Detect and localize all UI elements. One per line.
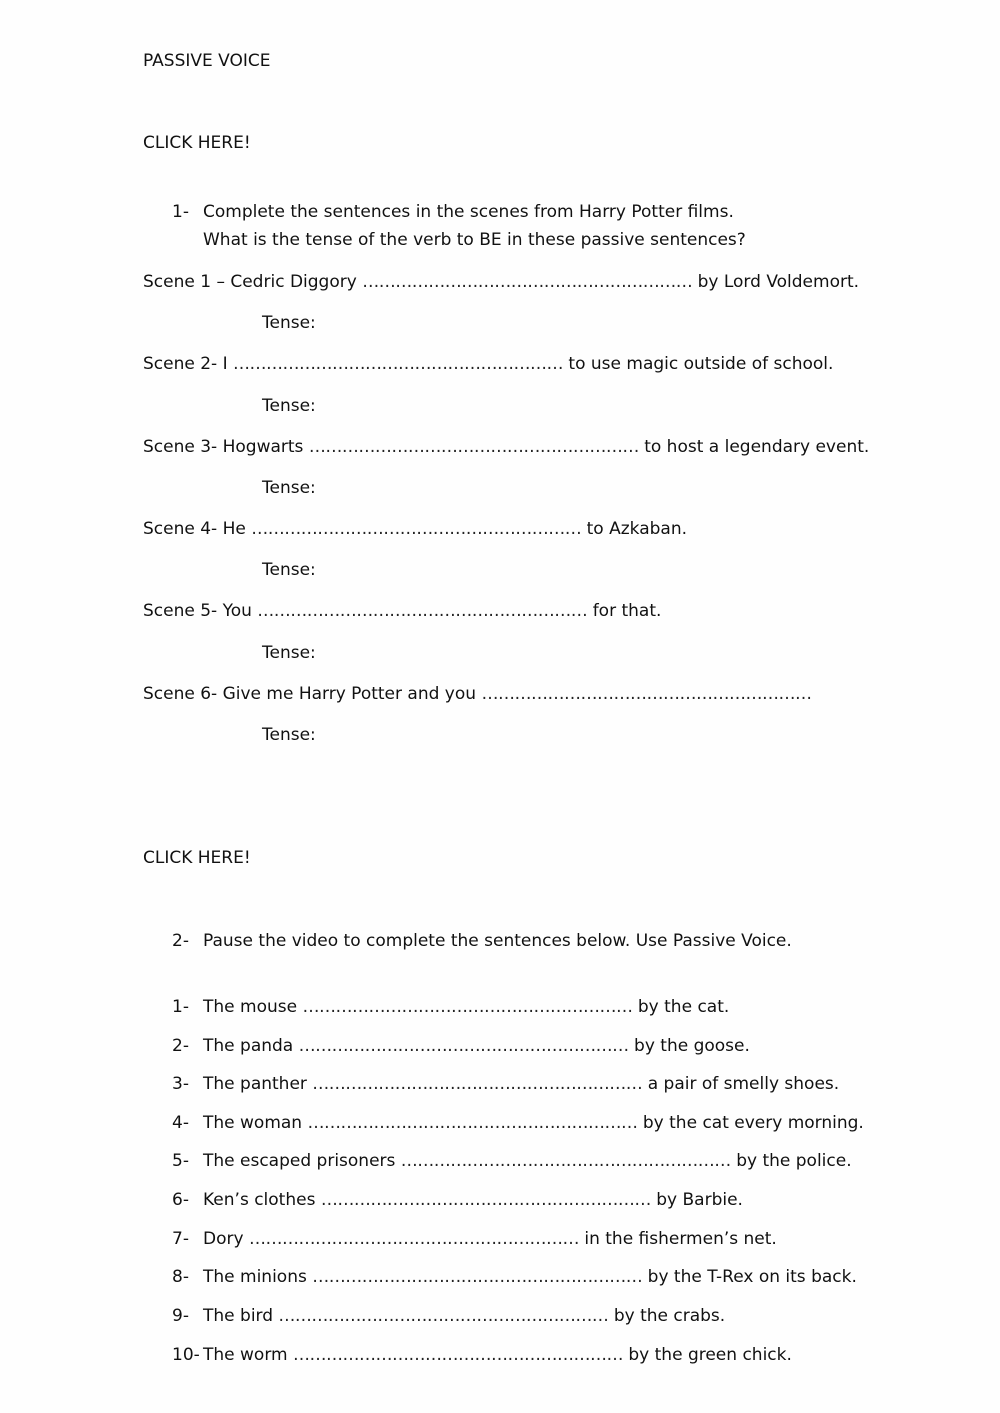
instruction-1-line2: What is the tense of the verb to BE in these passive sentences?	[203, 230, 746, 250]
exercise-item: 7- Dory …………………………………………………… in the fishermen’s net.	[172, 1229, 777, 1249]
tense-label: Tense:	[262, 313, 316, 333]
tense-label: Tense:	[262, 643, 316, 663]
exercise-item: 5- The escaped prisoners …………………………………………………… by the police.	[172, 1151, 852, 1171]
instruction-2-text: Pause the video to complete the sentences below. Use Passive Voice.	[203, 931, 792, 951]
tense-label: Tense:	[262, 396, 316, 416]
answer-blank[interactable]: ……………………………………………………	[400, 1151, 731, 1171]
answer-blank[interactable]: ……………………………………………………	[320, 1190, 651, 1210]
tense-label: Tense:	[262, 560, 316, 580]
answer-blank[interactable]: ……………………………………………………	[312, 1074, 643, 1094]
answer-blank[interactable]: ……………………………………………………	[257, 601, 588, 621]
instruction-1-number: 1-	[172, 202, 189, 222]
instruction-2-number: 2-	[172, 931, 189, 951]
answer-blank[interactable]: ……………………………………………………	[312, 1267, 643, 1287]
click-here-link-1[interactable]: CLICK HERE!	[143, 133, 251, 153]
scene-sentence: Scene 4- He …………………………………………………… to Azkaban.	[143, 519, 688, 539]
answer-blank[interactable]: ……………………………………………………	[307, 1113, 638, 1133]
instruction-2	[172, 930, 792, 952]
exercise-item: 6- Ken’s clothes …………………………………………………… by Barbie.	[172, 1190, 743, 1210]
exercise-item: 3- The panther …………………………………………………… a pair of smelly shoes.	[172, 1074, 840, 1094]
exercise-item: 10- The worm …………………………………………………… by the green chick.	[172, 1345, 792, 1365]
exercise-item: 8- The minions …………………………………………………… by the T-Rex on its back.	[172, 1267, 857, 1287]
answer-blank[interactable]: ……………………………………………………	[298, 1036, 629, 1056]
tense-label: Tense:	[262, 478, 316, 498]
instruction-1	[172, 201, 734, 223]
answer-blank[interactable]: ……………………………………………………	[251, 519, 582, 539]
page-title: PASSIVE VOICE	[143, 51, 271, 71]
exercise-item: 4- The woman …………………………………………………… by the cat every morning.	[172, 1113, 864, 1133]
answer-blank[interactable]: ……………………………………………………	[308, 437, 639, 457]
scene-sentence: Scene 1 – Cedric Diggory …………………………………………………… by Lord Voldemort.	[143, 272, 860, 292]
instruction-1-line1: Complete the sentences in the scenes from Harry Potter films.	[203, 202, 734, 222]
exercise-item: 1- The mouse …………………………………………………… by the cat.	[172, 997, 730, 1017]
scene-sentence: Scene 2- I …………………………………………………… to use magic outside of school.	[143, 354, 834, 374]
answer-blank[interactable]: ……………………………………………………	[362, 272, 693, 292]
answer-blank[interactable]: ……………………………………………………	[278, 1306, 609, 1326]
tense-label: Tense:	[262, 725, 316, 745]
click-here-link-2[interactable]: CLICK HERE!	[143, 848, 251, 868]
answer-blank[interactable]: ……………………………………………………	[302, 997, 633, 1017]
scene-sentence: Scene 5- You …………………………………………………… for that.	[143, 601, 662, 621]
scene-sentence: Scene 6- Give me Harry Potter and you ……………………………………………………	[143, 684, 812, 704]
answer-blank[interactable]: ……………………………………………………	[292, 1345, 623, 1365]
scene-sentence: Scene 3- Hogwarts …………………………………………………… to host a legendary event.	[143, 437, 870, 457]
answer-blank[interactable]: ……………………………………………………	[248, 1229, 579, 1249]
answer-blank[interactable]: ……………………………………………………	[233, 354, 564, 374]
exercise-item: 9- The bird …………………………………………………… by the crabs.	[172, 1306, 726, 1326]
answer-blank[interactable]: ……………………………………………………	[481, 684, 812, 704]
exercise-item: 2- The panda …………………………………………………… by the goose.	[172, 1036, 750, 1056]
